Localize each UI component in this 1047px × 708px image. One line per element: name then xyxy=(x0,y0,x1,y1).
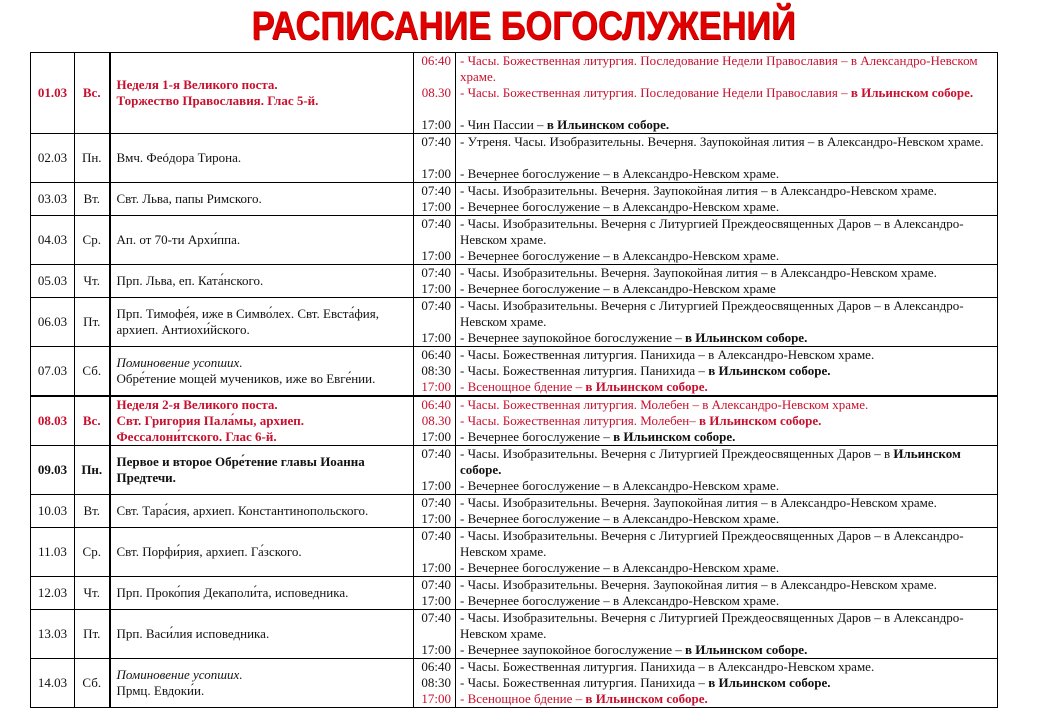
service-time: 17:00 xyxy=(421,199,451,214)
table-row xyxy=(31,577,998,610)
service-entry xyxy=(460,691,997,707)
weekday-cell: Ср. xyxy=(75,216,110,265)
date-cell: 14.03 xyxy=(31,659,75,708)
service-entry xyxy=(460,330,997,346)
service-entry xyxy=(460,478,997,494)
table-row xyxy=(31,446,998,495)
service-entry xyxy=(460,511,997,527)
service-time: 07:40 xyxy=(421,528,451,543)
schedule-body xyxy=(31,53,998,708)
service-times xyxy=(414,347,456,397)
weekday-cell: Ср. xyxy=(75,528,110,577)
feast-description xyxy=(110,495,414,528)
feast-description xyxy=(110,396,414,446)
service-text: - Вечернее богослужение – в Александро-Невском храме. xyxy=(460,593,780,608)
service-location: в Ильинском соборе. xyxy=(685,642,808,657)
date-cell: 13.03 xyxy=(31,610,75,659)
service-entry xyxy=(460,216,997,248)
service-time: 06:40 xyxy=(421,659,451,674)
service-entry xyxy=(460,134,997,166)
service-text: - Часы. Изобразительны. Вечерня. Заупокойная лития – в Александро-Невском храме. xyxy=(460,495,937,510)
feast-line: Торжество Православия. Глас 5-й. xyxy=(116,93,319,108)
service-entry xyxy=(460,560,997,576)
service-entry xyxy=(460,495,997,511)
service-location: в Ильинском соборе. xyxy=(708,675,831,690)
service-list xyxy=(456,610,998,659)
service-time: 08:30 xyxy=(421,675,451,690)
service-time: 08.30 xyxy=(421,413,451,428)
service-entry xyxy=(460,593,997,609)
service-list xyxy=(456,298,998,347)
date-cell: 12.03 xyxy=(31,577,75,610)
weekday-cell: Сб. xyxy=(75,347,110,397)
service-text: - Всенощное бдение – xyxy=(460,379,586,394)
date-cell: 03.03 xyxy=(31,183,75,216)
service-times xyxy=(414,183,456,216)
date-cell: 07.03 xyxy=(31,347,75,397)
service-entry xyxy=(460,281,997,297)
service-location: в Ильинском соборе. xyxy=(708,363,831,378)
service-list xyxy=(456,495,998,528)
service-list xyxy=(456,216,998,265)
service-location: в Ильинском соборе. xyxy=(685,330,808,345)
service-times xyxy=(414,446,456,495)
service-times xyxy=(414,659,456,708)
service-text: - Часы. Божественная литургия. Панихида – xyxy=(460,675,709,690)
date-cell: 05.03 xyxy=(31,265,75,298)
service-times xyxy=(414,396,456,446)
feast-line: Прп. Льва, еп. Ката́нского. xyxy=(116,273,264,288)
service-times xyxy=(414,577,456,610)
service-list xyxy=(456,528,998,577)
date-cell: 09.03 xyxy=(31,446,75,495)
table-row xyxy=(31,265,998,298)
schedule-table xyxy=(30,52,998,708)
service-entry xyxy=(460,248,997,264)
weekday-cell: Пт. xyxy=(75,610,110,659)
service-text: - Вечернее богослужение – в Александро-Невском храме. xyxy=(460,560,780,575)
service-time: 07:40 xyxy=(421,577,451,592)
service-time: 17:00 xyxy=(421,248,451,263)
feast-description xyxy=(110,446,414,495)
service-times xyxy=(414,298,456,347)
service-location: в Ильинском соборе. xyxy=(546,117,670,132)
service-entry xyxy=(460,347,997,363)
date-cell: 01.03 xyxy=(31,53,75,134)
service-entry xyxy=(460,183,997,199)
service-text: - Часы. Божественная литургия. Панихида – в Александро-Невском храме. xyxy=(460,659,875,674)
service-times xyxy=(414,265,456,298)
weekday-cell: Вт. xyxy=(75,495,110,528)
service-times xyxy=(414,610,456,659)
feast-line: Ап. от 70-ти Архи́ппа. xyxy=(116,232,241,247)
service-time: 17:00 xyxy=(421,117,451,132)
service-text: - Часы. Изобразительны. Вечерня с Литургией Преждеосвященных Даров – в xyxy=(460,446,894,461)
table-row xyxy=(31,347,998,397)
service-entry xyxy=(460,642,997,658)
service-list xyxy=(456,347,998,397)
service-text: - Часы. Изобразительны. Вечерня. Заупокойная лития – в Александро-Невском храме. xyxy=(460,183,937,198)
weekday-cell: Чт. xyxy=(75,265,110,298)
service-text: - Вечернее богослужение – в Александро-Невском храме xyxy=(460,281,776,296)
commemoration-note: Поминовение усопших. xyxy=(116,355,243,370)
service-times xyxy=(414,216,456,265)
weekday-cell: Чт. xyxy=(75,577,110,610)
service-time: 17:00 xyxy=(421,166,451,181)
service-location: в Ильинском соборе. xyxy=(850,85,974,100)
service-time: 17:00 xyxy=(421,511,451,526)
service-time: 17:00 xyxy=(421,642,451,657)
feast-line: Обре́тение мощей мучеников, иже во Евге́нии. xyxy=(116,371,376,386)
feast-line: Прп. Проко́пия Декаполи́та, исповедника. xyxy=(116,585,349,600)
feast-description xyxy=(110,610,414,659)
service-entry xyxy=(460,413,997,429)
service-text: - Часы. Изобразительны. Вечерня. Заупокойная лития – в Александро-Невском храме. xyxy=(460,265,937,280)
weekday-cell: Вс. xyxy=(75,53,110,134)
service-time: 07:40 xyxy=(421,265,451,280)
service-text: - Вечернее богослужение – в Александро-Невском храме. xyxy=(460,511,780,526)
feast-line: Свт. Тара́сия, архиеп. Константинопольского. xyxy=(116,503,369,518)
service-text: - Часы. Изобразительны. Вечерня. Заупокойная лития – в Александро-Невском храме. xyxy=(460,577,937,592)
service-text: - Утреня. Часы. Изобразительны. Вечерня. Заупокойная лития – в Александро-Невском храме. xyxy=(460,134,984,149)
service-text: - Часы. Изобразительны. Вечерня с Литургией Преждеосвященных Даров – в Александро-Невском храме. xyxy=(460,298,964,329)
service-text: - Часы. Божественная литургия. Панихида – xyxy=(460,363,709,378)
service-time: 08:30 xyxy=(421,363,451,378)
service-list xyxy=(456,577,998,610)
weekday-cell: Пн. xyxy=(75,134,110,183)
service-text: - Чин Пассии – xyxy=(460,117,547,132)
service-text: - Вечернее заупокойное богослужение – xyxy=(460,642,685,657)
service-time: 07:40 xyxy=(421,495,451,510)
table-row xyxy=(31,183,998,216)
date-cell: 10.03 xyxy=(31,495,75,528)
commemoration-note: Поминовение усопших. xyxy=(116,667,243,682)
table-row xyxy=(31,298,998,347)
feast-description xyxy=(110,134,414,183)
feast-line: Неделя 1-я Великого поста. xyxy=(116,77,278,92)
date-cell: 04.03 xyxy=(31,216,75,265)
service-entry xyxy=(460,379,997,395)
service-entry xyxy=(460,610,997,642)
service-location: в Ильинском соборе. xyxy=(699,413,822,428)
service-entry xyxy=(460,53,997,85)
service-text: - Часы. Изобразительны. Вечерня с Литургией Преждеосвященных Даров – в Александро-Невском храме. xyxy=(460,610,964,641)
service-text: - Часы. Изобразительны. Вечерня с Литургией Преждеосвященных Даров – в Александро-Невском храме. xyxy=(460,528,964,559)
service-list xyxy=(456,53,998,134)
table-row xyxy=(31,495,998,528)
date-cell: 11.03 xyxy=(31,528,75,577)
feast-description xyxy=(110,265,414,298)
service-entry xyxy=(460,117,997,133)
service-entry xyxy=(460,659,997,675)
service-list xyxy=(456,183,998,216)
date-cell: 08.03 xyxy=(31,396,75,446)
table-row xyxy=(31,53,998,134)
service-time: 07:40 xyxy=(421,216,451,231)
service-text: - Вечернее богослужение – xyxy=(460,429,614,444)
service-times xyxy=(414,495,456,528)
service-entry xyxy=(460,85,997,117)
feast-line: Неделя 2-я Великого поста. xyxy=(116,397,278,412)
feast-line: Прмц. Евдоки́и. xyxy=(116,683,205,698)
feast-description xyxy=(110,298,414,347)
table-row xyxy=(31,396,998,446)
feast-line: Свт. Порфи́рия, архиеп. Га́зского. xyxy=(116,544,302,559)
page-title: РАСПИСАНИЕ БОГОСЛУЖЕНИЙ xyxy=(251,4,796,48)
feast-description xyxy=(110,528,414,577)
feast-line: Фессалони́тского. Глас 6-й. xyxy=(116,429,277,444)
service-time: 17:00 xyxy=(421,478,451,493)
service-list xyxy=(456,396,998,446)
feast-description xyxy=(110,577,414,610)
service-time: 17:00 xyxy=(421,429,451,444)
service-times xyxy=(414,528,456,577)
feast-line: архиеп. Антиохи́йского. xyxy=(116,322,250,337)
service-text: - Часы. Божественная литургия. Последование Недели Православия – в Александро-Невском храме. xyxy=(460,53,978,84)
feast-description xyxy=(110,347,414,397)
service-text: - Вечернее заупокойное богослужение – xyxy=(460,330,685,345)
service-entry xyxy=(460,199,997,215)
service-time: 17:00 xyxy=(421,379,451,394)
service-text: - Часы. Божественная литургия. Молебен – в Александро-Невском храме. xyxy=(460,397,869,412)
service-entry xyxy=(460,397,997,413)
feast-description xyxy=(110,183,414,216)
service-entry xyxy=(460,446,997,478)
service-text: - Часы. Божественная литургия. Последование Недели Православия – xyxy=(460,85,851,100)
feast-description xyxy=(110,53,414,134)
service-text: - Часы. Божественная литургия. Молебен– xyxy=(460,413,700,428)
service-list xyxy=(456,265,998,298)
service-times xyxy=(414,134,456,183)
service-entry xyxy=(460,265,997,281)
service-time: 07:40 xyxy=(421,446,451,461)
table-row xyxy=(31,216,998,265)
feast-description xyxy=(110,659,414,708)
service-time: 06:40 xyxy=(421,347,451,362)
feast-line: Прп. Тимофе́я, иже в Симво́лех. Свт. Евста́фия, xyxy=(116,306,379,321)
service-time: 07:40 xyxy=(421,298,451,313)
service-time: 07:40 xyxy=(421,134,451,149)
table-row xyxy=(31,134,998,183)
feast-line: Свт. Григория Пала́мы, архиеп. xyxy=(116,413,305,428)
service-location: в Ильинском соборе. xyxy=(613,429,736,444)
feast-line: Прп. Васи́лия исповедника. xyxy=(116,626,270,641)
service-time: 17:00 xyxy=(421,330,451,345)
service-time: 06:40 xyxy=(421,53,451,68)
service-location: Ильинском соборе. xyxy=(460,446,961,477)
feast-line: Первое и второе Обре́тение главы Иоанна xyxy=(116,454,365,469)
service-time: 07:40 xyxy=(421,183,451,198)
service-text: - Вечернее богослужение – в Александро-Невском храме. xyxy=(460,478,780,493)
service-text: - Часы. Божественная литургия. Панихида – в Александро-Невском храме. xyxy=(460,347,875,362)
service-text: - Вечернее богослужение – в Александро-Невском храме. xyxy=(460,248,780,263)
service-list xyxy=(456,134,998,183)
table-row xyxy=(31,528,998,577)
feast-line: Свт. Льва, папы Римского. xyxy=(116,191,262,206)
weekday-cell: Вт. xyxy=(75,183,110,216)
weekday-cell: Пн. xyxy=(75,446,110,495)
weekday-cell: Пт. xyxy=(75,298,110,347)
service-time: 08.30 xyxy=(421,85,451,100)
table-row xyxy=(31,659,998,708)
date-cell: 02.03 xyxy=(31,134,75,183)
table-row xyxy=(31,610,998,659)
service-times xyxy=(414,53,456,134)
service-entry xyxy=(460,166,997,182)
service-text: - Часы. Изобразительны. Вечерня с Литургией Преждеосвященных Даров – в Александро-Невском храме. xyxy=(460,216,964,247)
weekday-cell: Вс. xyxy=(75,396,110,446)
service-list xyxy=(456,659,998,708)
feast-line: Предтечи. xyxy=(116,470,176,485)
service-entry xyxy=(460,577,997,593)
weekday-cell: Сб. xyxy=(75,659,110,708)
feast-line: Вмч. Феóдора Тирона. xyxy=(116,150,242,165)
service-location: в Ильинском соборе. xyxy=(585,691,708,706)
service-time: 17:00 xyxy=(421,593,451,608)
service-text: - Вечернее богослужение – в Александро-Невском храме. xyxy=(460,166,780,181)
service-entry xyxy=(460,429,997,445)
feast-description xyxy=(110,216,414,265)
service-time: 06:40 xyxy=(421,397,451,412)
service-location: в Ильинском соборе. xyxy=(585,379,708,394)
date-cell: 06.03 xyxy=(31,298,75,347)
service-entry xyxy=(460,528,997,560)
service-entry xyxy=(460,298,997,330)
service-time: 17:00 xyxy=(421,560,451,575)
service-time: 17:00 xyxy=(421,691,451,706)
service-time: 17:00 xyxy=(421,281,451,296)
service-entry xyxy=(460,675,997,691)
service-text: - Вечернее богослужение – в Александро-Невском храме. xyxy=(460,199,780,214)
service-text: - Всенощное бдение – xyxy=(460,691,586,706)
service-time: 07:40 xyxy=(421,610,451,625)
service-entry xyxy=(460,363,997,379)
service-list xyxy=(456,446,998,495)
